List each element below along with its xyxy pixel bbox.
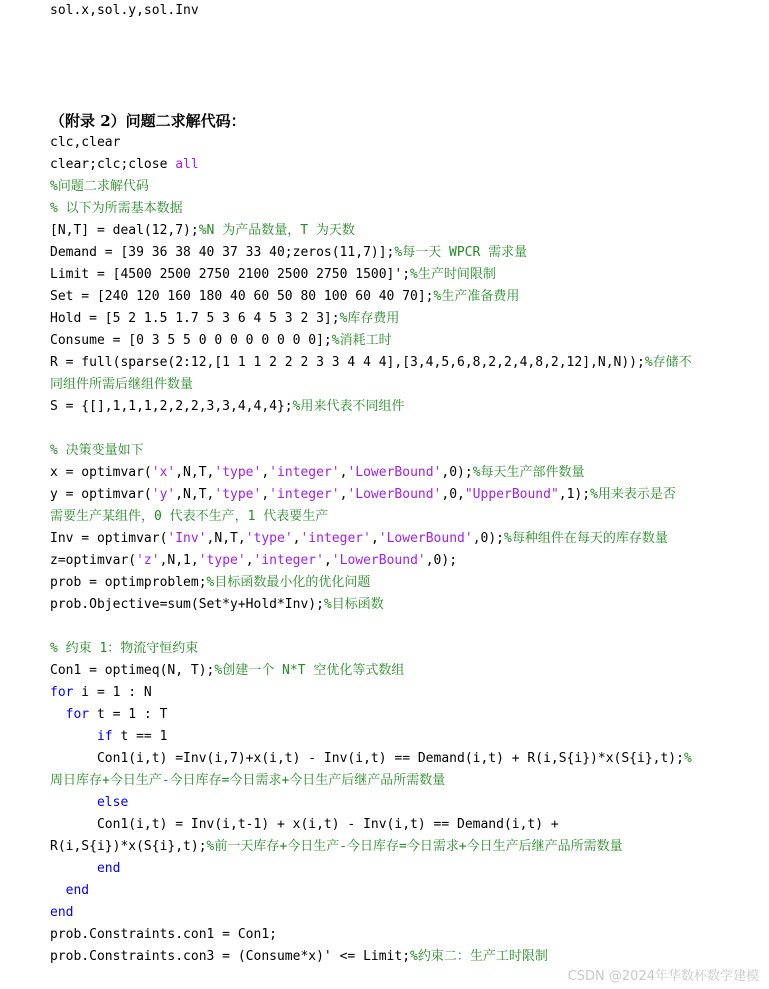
blank-line <box>50 88 730 110</box>
code-keyword-token: end <box>96 861 121 876</box>
code-line <box>50 0 730 22</box>
code-line <box>50 770 730 792</box>
code-keyword-token: end <box>50 905 74 920</box>
code-line <box>50 550 730 572</box>
code-comment-token: %用来表示是否 <box>590 487 676 502</box>
code-code-token: sol.x,sol.y,sol.Inv <box>50 3 199 18</box>
code-line <box>50 792 730 814</box>
code-code-token: Inv = optimvar( <box>50 531 168 546</box>
code-comment-token: 需要生产某组件，0 代表不生产，1 代表要生产 <box>50 509 329 524</box>
code-code-token: ,0); <box>472 531 504 546</box>
blank-line <box>50 418 730 440</box>
code-comment-token: % 约束 1：物流守恒约束 <box>50 641 199 656</box>
code-string-token: 'integer' <box>253 553 324 568</box>
code-line <box>50 880 730 902</box>
code-string-token: 'LowerBound' <box>347 487 442 502</box>
code-line <box>50 836 730 858</box>
code-comment-token: %目标函数 <box>323 597 384 612</box>
code-code-token: y = optimvar( <box>50 487 152 502</box>
code-comment-token: %生产时间限制 <box>410 267 496 282</box>
code-line <box>50 396 730 418</box>
code-code-token: R(i,S{i})*x(S{i},t); <box>50 839 207 854</box>
code-code-token: , <box>245 553 254 568</box>
code-code-token: ,0); <box>425 553 458 568</box>
code-line <box>50 572 730 594</box>
code-line <box>50 594 730 616</box>
code-line <box>50 154 730 176</box>
section-heading: （附录 2）问题二求解代码： <box>50 112 246 130</box>
code-code-token: prob.Objective=sum(Set*y+Hold*Inv); <box>50 597 324 612</box>
code-comment-token: 同组件所需后继组件数量 <box>50 377 194 392</box>
code-code-token: , <box>261 465 270 480</box>
code-line <box>50 924 730 946</box>
code-comment-token: %消耗工时 <box>331 333 392 348</box>
code-comment-token: %问题二求解代码 <box>50 179 149 194</box>
code-comment-token: %库存费用 <box>339 311 400 326</box>
code-comment-token: %每天生产部件数量 <box>472 465 585 480</box>
code-code-token: ,N,1, <box>159 553 199 568</box>
code-code-token: Con1 = optimeq(N, T); <box>50 663 215 678</box>
code-code-token: prob.Constraints.con1 = Con1; <box>50 927 277 942</box>
code-code-token <box>50 861 97 876</box>
code-line <box>50 286 730 308</box>
code-comment-token: %存储不 <box>644 355 692 370</box>
code-code-token: ,N,T, <box>175 465 215 480</box>
blank-line <box>50 66 730 88</box>
code-string-token: 'LowerBound' <box>347 465 442 480</box>
code-line <box>50 484 730 506</box>
code-code-token: t = 1 : T <box>89 707 168 722</box>
csdn-watermark: CSDN @2024年华数杯数学建模 <box>567 969 759 984</box>
code-string-token: 'x' <box>151 465 176 480</box>
code-string-token: all <box>175 157 199 172</box>
code-code-token: ,1); <box>558 487 591 502</box>
code-code-token: Hold = [5 2 1.5 1.7 5 3 6 4 5 3 2 3]; <box>50 311 340 326</box>
code-code-token: ,N,T, <box>175 487 215 502</box>
code-line <box>50 220 730 242</box>
code-line <box>50 660 730 682</box>
code-line <box>50 198 730 220</box>
code-line <box>50 506 730 528</box>
code-code-token: Consume = [0 3 5 5 0 0 0 0 0 0 0 0]; <box>50 333 332 348</box>
code-comment-token: % 决策变量如下 <box>50 443 144 458</box>
code-code-token <box>50 883 66 898</box>
code-string-token: 'integer' <box>269 465 340 480</box>
code-comment-token: %前一天库存+今日生产-今日库存=今日需求+今日生产后继产品所需数量 <box>206 839 623 854</box>
code-line <box>50 682 730 704</box>
code-code-token: [N,T] = deal(12,7); <box>50 223 199 238</box>
code-code-token: ,0); <box>441 465 473 480</box>
code-code-token: ,0, <box>441 487 465 502</box>
code-string-token: "UpperBound" <box>464 487 559 502</box>
code-line <box>50 132 730 154</box>
code-string-token: 'Inv' <box>167 531 207 546</box>
code-line <box>50 528 730 550</box>
code-string-token: 'LowerBound' <box>331 553 426 568</box>
code-line <box>50 440 730 462</box>
code-string-token: 'integer' <box>269 487 340 502</box>
blank-line <box>50 44 730 66</box>
code-comment-token: %约束二：生产工时限制 <box>410 949 548 964</box>
code-comment-token: %每种组件在每天的库存数量 <box>504 531 668 546</box>
code-comment-token: %创建一个 N*T 空优化等式数组 <box>214 663 405 678</box>
code-line <box>50 858 730 880</box>
code-comment-token: %目标函数最小化的优化问题 <box>206 575 371 590</box>
code-code-token: Demand = [39 36 38 40 37 33 40;zeros(11,7)]; <box>50 245 395 260</box>
code-code-token <box>50 729 97 744</box>
code-line <box>50 330 730 352</box>
code-keyword-token: for <box>65 707 90 722</box>
code-comment-token: %N 为产品数量，T 为天数 <box>198 223 355 238</box>
code-code-token: clear;clc;close <box>50 157 176 172</box>
code-line <box>50 748 730 770</box>
code-code-token: , <box>339 487 348 502</box>
code-string-token: 'type' <box>214 487 262 502</box>
code-keyword-token: else <box>96 795 129 810</box>
code-code-token: S = {[],1,1,1,2,2,2,3,3,4,4,4}; <box>50 399 293 414</box>
code-string-token: 'type' <box>214 465 262 480</box>
blank-line <box>50 22 730 44</box>
code-keyword-token: if <box>96 729 113 744</box>
code-string-token: 'type' <box>198 553 246 568</box>
code-line <box>50 308 730 330</box>
code-line <box>50 704 730 726</box>
code-code-token: i = 1 : N <box>73 685 152 700</box>
code-code-token: , <box>339 465 348 480</box>
code-code-token <box>50 707 66 722</box>
code-comment-token: %生产准备费用 <box>433 289 520 304</box>
code-line <box>50 902 730 924</box>
code-comment-token: 周日库存+今日生产-今日库存=今日需求+今日生产后继产品所需数量 <box>50 773 446 788</box>
code-comment-token: %用来代表不同组件 <box>292 399 405 414</box>
code-line <box>50 264 730 286</box>
blank-line <box>50 616 730 638</box>
code-code-token: , <box>261 487 270 502</box>
code-string-token: 'integer' <box>300 531 371 546</box>
code-line <box>50 374 730 396</box>
code-code-token: x = optimvar( <box>50 465 152 480</box>
document-page <box>50 0 730 968</box>
code-line <box>50 352 730 374</box>
code-code-token: , <box>323 553 332 568</box>
code-comment-token: % <box>683 751 692 766</box>
code-code-token: ,N,T, <box>206 531 246 546</box>
code-line <box>50 638 730 660</box>
code-comment-token: %每一天 WPCR 需求量 <box>394 245 528 260</box>
code-string-token: 'type' <box>245 531 293 546</box>
code-string-token: 'y' <box>151 487 176 502</box>
code-string-token: 'z' <box>136 553 160 568</box>
code-code-token: Limit = [4500 2500 2750 2100 2500 2750 1500]'; <box>50 267 411 282</box>
code-line <box>50 814 730 836</box>
code-code-token: prob = optimproblem; <box>50 575 207 590</box>
code-code-token: , <box>370 531 379 546</box>
code-code-token: prob.Constraints.con3 = (Consume*x)' <= Limit; <box>50 949 411 964</box>
code-line <box>50 462 730 484</box>
code-comment-token: % 以下为所需基本数据 <box>50 201 183 216</box>
code-code-token: clc,clear <box>50 135 121 150</box>
code-string-token: 'LowerBound' <box>378 531 473 546</box>
code-keyword-token: end <box>65 883 90 898</box>
code-code-token: Set = [240 120 160 180 40 60 50 80 100 60 40 70]; <box>50 289 434 304</box>
code-line <box>50 726 730 748</box>
code-line <box>50 242 730 264</box>
code-code-token <box>50 795 97 810</box>
code-code-token: R = full(sparse(2:12,[1 1 1 2 2 2 3 3 4 4 4],[3,4,5,6,8,2,2,4,8,2,12],N,N)); <box>50 355 645 370</box>
code-code-token: Con1(i,t) = Inv(i,t-1) + x(i,t) - Inv(i,t) == Demand(i,t) + <box>50 817 559 832</box>
code-line <box>50 176 730 198</box>
code-keyword-token: for <box>50 685 74 700</box>
code-code-token: , <box>292 531 301 546</box>
code-code-token: z=optimvar( <box>50 553 137 568</box>
code-code-token: t == 1 <box>112 729 168 744</box>
code-code-token: Con1(i,t) =Inv(i,7)+x(i,t) - Inv(i,t) == Demand(i,t) + R(i,S{i})*x(S{i},t); <box>50 751 684 766</box>
